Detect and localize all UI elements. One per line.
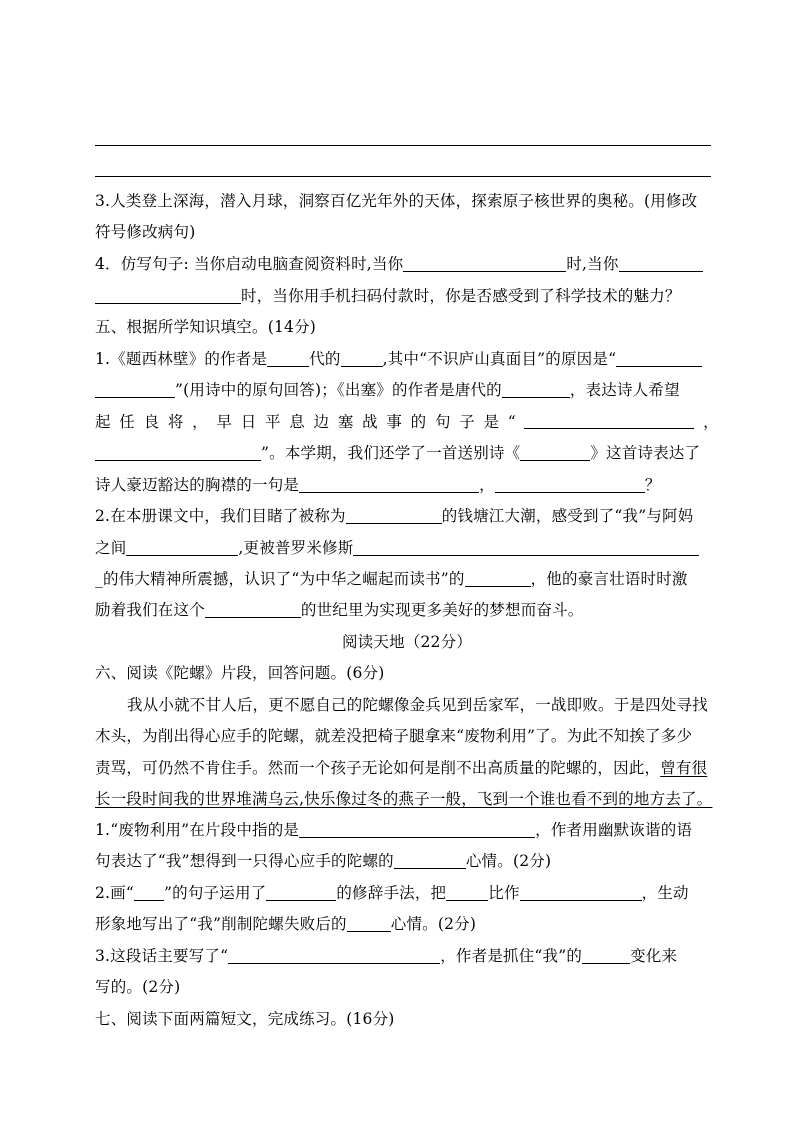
underline-sample xyxy=(134,884,164,901)
fill-blank[interactable] xyxy=(228,947,440,964)
fill-blank[interactable] xyxy=(465,570,531,587)
section-6-q2-line-1: 2.画“ ”的句子运用了 的修辞手法，把 比作 ，生动 xyxy=(95,884,689,902)
fill-blank[interactable] xyxy=(582,947,630,964)
section-5-q1-line-4: ”。本学期，我们还学了一首送别诗《 》这首诗表达了 xyxy=(95,443,719,463)
fill-blank[interactable] xyxy=(520,444,590,461)
section-5-q1-line-5: 诗人豪迈豁达的胸襟的一句是 ， ？ xyxy=(95,476,661,494)
reading-section-heading: 阅读天地（22分） xyxy=(341,633,473,651)
question-4-line-2: 时，当你用手机扫码付款时，你是否感受到了科学技术的魅力？ xyxy=(95,286,719,306)
section-5-q2-line-3: _的伟大精神所震撼，认识了“为中华之崛起而读书”的 ，他的豪言壮语时时激 xyxy=(95,570,688,588)
fill-blank[interactable] xyxy=(299,821,535,838)
fill-blank[interactable] xyxy=(619,255,703,272)
fill-blank[interactable] xyxy=(524,412,694,429)
section-7-title: 七、阅读下面两篇短文，完成练习。(16分) xyxy=(95,1010,395,1028)
fill-blank[interactable] xyxy=(353,539,699,556)
section-5-q1-line-3: 起 任 良 将 ， 早 日 平 息 边 塞 战 事 的 句 子 是 “ ， xyxy=(95,413,719,431)
fill-blank[interactable] xyxy=(502,381,570,398)
section-6-q3-line-1: 3.这段话主要写了“ ，作者是抓住“我”的 变化来 xyxy=(95,947,678,965)
question-3-line-1: 3.人类登上深海，潜入月球，洞察百亿光年外的天体，探索原子核世界的奥秘。(用修改 xyxy=(95,192,698,210)
section-5-q2-line-1: 2.在本册课文中，我们目睹了被称为 的钱塘江大潮，感受到了“我”与阿妈 xyxy=(95,507,694,525)
fill-blank[interactable] xyxy=(403,255,566,272)
fill-blank[interactable] xyxy=(95,287,241,304)
section-5-q1-line-2: ”(用诗中的原句回答)；《出塞》的作者是唐代的 ，表达诗人希望 xyxy=(95,380,719,400)
section-6-q2-line-2: 形象地写出了“我”削制陀螺失败后的 心情。(2分) xyxy=(95,915,477,933)
fill-blank[interactable] xyxy=(299,476,479,493)
fill-blank[interactable] xyxy=(347,915,391,932)
fill-blank[interactable] xyxy=(266,884,336,901)
fill-blank[interactable] xyxy=(520,884,642,901)
fill-blank[interactable] xyxy=(341,350,383,367)
fill-blank[interactable] xyxy=(495,476,645,493)
answer-line xyxy=(95,176,711,177)
passage-line-4-underlined: 长一段时间我的世界堆满乌云,快乐像过冬的燕子一般，飞到一个谁也看不到的地方去了。 xyxy=(95,790,713,808)
fill-blank[interactable] xyxy=(95,381,175,398)
fill-blank[interactable] xyxy=(616,350,702,367)
underlined-sentence: 曾有很 xyxy=(660,759,708,777)
section-5-q2-line-4: 励着我们在这个 的世纪里为实现更多美好的梦想而奋斗。 xyxy=(95,601,584,619)
question-3-line-2: 符号修改病句) xyxy=(95,223,196,241)
section-5-q2-line-2: 之间 ,更被普罗米修斯 xyxy=(95,538,719,558)
fill-blank[interactable] xyxy=(346,507,442,524)
passage-line-1: 我从小就不甘人后，更不愿自己的陀螺像金兵见到岳家军，一战即败。于是四处寻找 xyxy=(127,696,708,714)
section-6-q3-line-2: 写的。(2分) xyxy=(95,978,181,996)
fill-blank[interactable] xyxy=(126,539,238,556)
fill-blank[interactable] xyxy=(267,350,309,367)
fill-blank[interactable] xyxy=(95,444,261,461)
section-6-q1-line-2: 句表达了“我”想得到一只得心应手的陀螺的 心情。(2分) xyxy=(95,852,552,870)
section-5-title: 五、根据所学知识填空。(14分) xyxy=(95,318,317,336)
fill-blank[interactable] xyxy=(446,884,488,901)
section-5-q1-line-1: 1.《题西林壁》的作者是 代的 ,其中“不识庐山真面目”的原因是“ xyxy=(95,349,719,369)
answer-line xyxy=(95,145,711,146)
passage-line-3: 责骂，可仍然不肯住手。然而一个孩子无论如何是削不出高质量的陀螺的，因此，曾有很 xyxy=(95,759,708,777)
fill-blank[interactable] xyxy=(205,601,301,618)
fill-blank[interactable] xyxy=(394,852,466,869)
passage-line-2: 木头，为削出得心应手的陀螺，就差没把椅子腿拿来“废物利用”了。为此不知挨了多少 xyxy=(95,727,693,745)
section-6-q1-line-1: 1.“废物利用”在片段中指的是 ，作者用幽默诙谐的语 xyxy=(95,821,693,839)
section-6-title: 六、阅读《陀螺》片段，回答问题。(6分) xyxy=(95,664,385,682)
question-4-line-1: 4．仿写句子: 当你启动电脑查阅资料时,当你 时,当你 xyxy=(95,254,719,274)
